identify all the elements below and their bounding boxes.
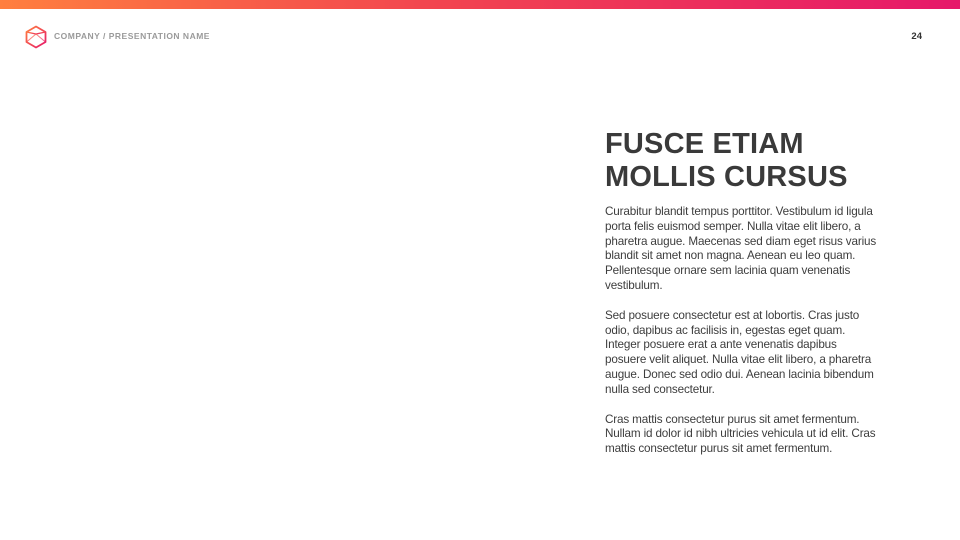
breadcrumb: COMPANY / PRESENTATION NAME: [54, 31, 210, 41]
paragraph-1: Curabitur blandit tempus porttitor. Vestibulum id ligula porta felis euismod semper. Nulla vitae elit libero, a pharetra augue. Maecenas sed diam eget risus varius blandit sit amet non magna. Aenean eu leo quam. Pellentesque ornare sem lacinia quam venenatis vestibulum.: [605, 205, 877, 292]
slide-content: [605, 128, 880, 472]
paragraph-3: Cras mattis consectetur purus sit amet fermentum. Nullam id dolor id nibh ultricies vehicula ut id elit. Cras mattis consectetur purus sit amet fermentum.: [605, 412, 876, 456]
slide-title-line-1: FUSCE ETIAM: [605, 128, 804, 160]
slide-title: [605, 128, 880, 194]
hexagon-cube-icon: [25, 25, 47, 49]
page-number: 24: [911, 31, 922, 42]
slide-title-line-2: MOLLIS CURSUS: [605, 161, 848, 193]
body-text: [605, 205, 880, 457]
paragraph-2: Sed posuere consectetur est at lobortis. Cras justo odio, dapibus ac facilisis in, egestas eget quam. Integer posuere erat a ante venenatis dapibus posuere velit aliquet. Nulla vitae elit libero, a pharetra augue. Donec sed odio dui. Aenean lacinia bibendum nulla sed consectetur.: [605, 308, 874, 396]
top-gradient-bar: [0, 0, 960, 9]
